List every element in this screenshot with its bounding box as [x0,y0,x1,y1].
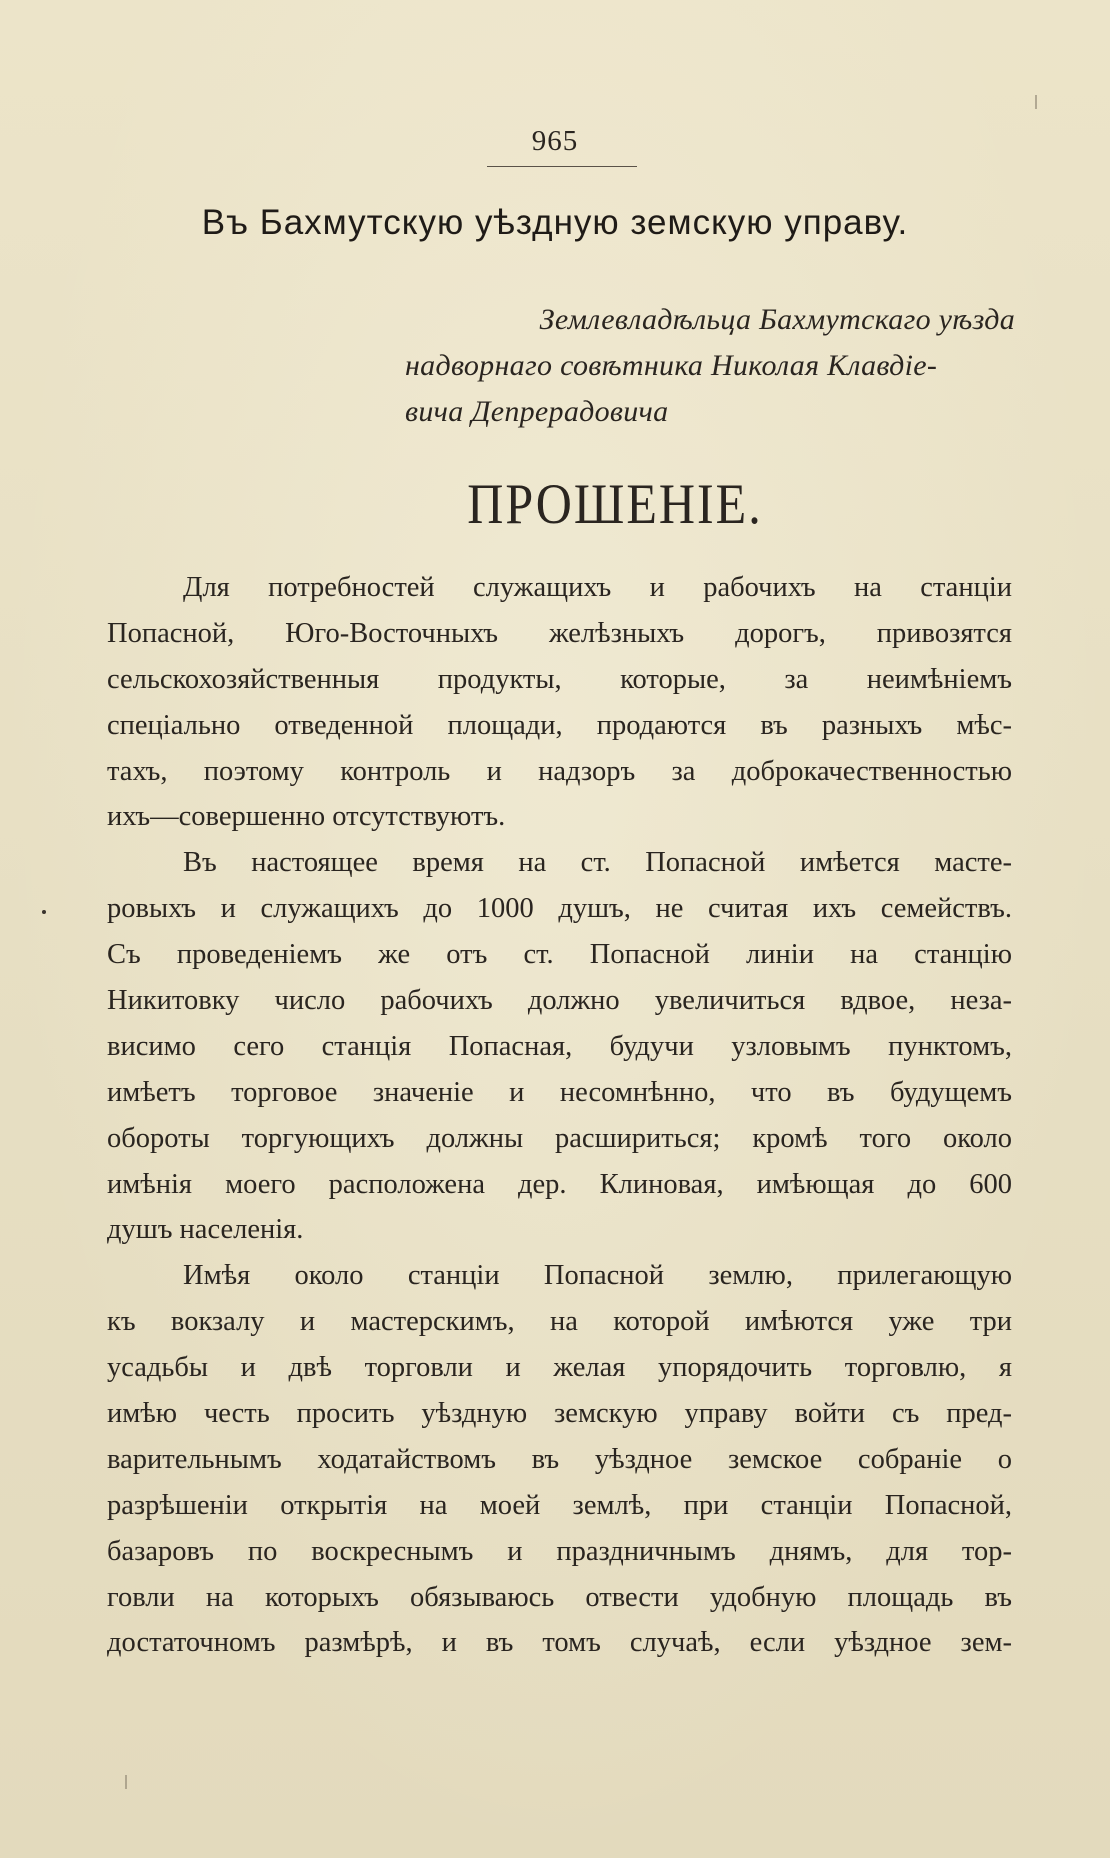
print-speck [42,910,46,914]
document-title: ПРОШЕНІЕ. [467,471,763,536]
body-line: спеціально отведенной площади, продаются въ разныхъ мѣс- [107,709,1012,741]
body-line: говли на которыхъ обязываюсь отвести удобную площадь въ [107,1581,1012,1613]
body-line: сельскохозяйственныя продукты, которые, за неимѣніемъ [107,663,1012,695]
body-line: базаровъ по воскреснымъ и праздничнымъ днямъ, для тор- [107,1535,1012,1567]
petition-body [107,565,1012,1666]
body-line: висимо сего станція Попасная, будучи узловымъ пунктомъ, [107,1030,1012,1062]
print-speck [1035,95,1037,109]
body-line: имѣю честь просить уѣздную земскую управу войти съ пред- [107,1398,1012,1430]
body-line: ихъ—совершенно отсутствуютъ. [107,801,506,833]
body-line: усадьбы и двѣ торговли и желая упорядочить торговлю, я [107,1352,1012,1384]
body-line: Имѣя около станціи Попасной землю, прилегающую [183,1260,1012,1292]
body-line: имѣетъ торговое значеніе и несомнѣнно, что въ будущемъ [107,1076,1012,1108]
body-line: душъ населенія. [107,1214,304,1246]
petitioner-line: Землевладѣльца Бахмутскаго уѣзда [539,303,1015,336]
body-line: Съ проведеніемъ же отъ ст. Попасной линіи на станцію [107,939,1012,971]
body-line: имѣнія моего расположена дер. Клиновая, имѣющая до 600 [107,1168,1012,1200]
print-speck [125,1775,127,1789]
body-line: Никитовку число рабочихъ должно увеличиться вдвое, неза- [107,985,1012,1017]
page-number-rule [487,166,637,167]
body-line: достаточномъ размѣрѣ, и въ томъ случаѣ, если уѣздное зем- [107,1627,1012,1659]
petitioner-line: надворнаго совѣтника Николая Клавдіе- [405,349,938,382]
body-line: обороты торгующихъ должны расшириться; кромѣ того около [107,1122,1012,1154]
body-line: Для потребностей служащихъ и рабочихъ на станціи [183,572,1012,603]
body-line: разрѣшеніи открытія на моей землѣ, при станціи Попасной, [107,1489,1012,1521]
petitioner-block [405,297,1015,435]
body-line: тахъ, поэтому контроль и надзоръ за доброкачественностью [107,755,1012,787]
body-line: Въ настоящее время на ст. Попасной имѣется масте- [183,847,1012,879]
body-line: къ вокзалу и мастерскимъ, на которой имѣются уже три [107,1306,1012,1338]
page-number: 965 [531,125,579,157]
petitioner-line: вича Депрерадовича [405,395,669,428]
addressee-heading: Въ Бахмутскую уѣздную земскую управу. [201,203,909,242]
body-line: варительнымъ ходатайствомъ въ уѣздное земское собраніе о [107,1443,1012,1475]
body-line: Попасной, Юго-Восточныхъ желѣзныхъ дорогъ, привозятся [107,617,1012,649]
body-line: ровыхъ и служащихъ до 1000 душъ, не считая ихъ семействъ. [107,893,1012,925]
